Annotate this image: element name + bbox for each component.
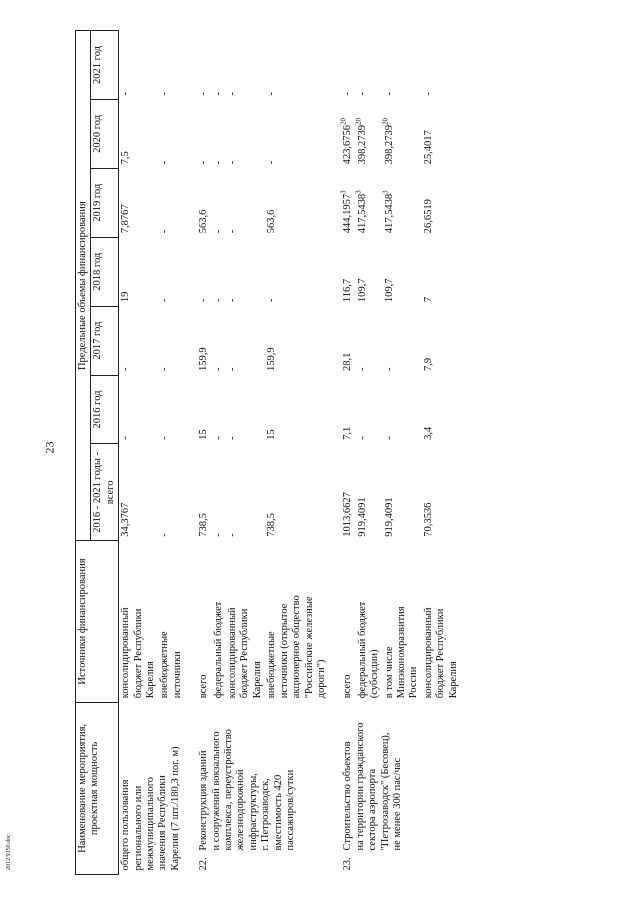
year-value: - [198,91,210,96]
year-value: - [159,160,171,165]
table-body [119,31,461,875]
year-value: 7,8767 [120,204,132,234]
source-line: всего [198,674,210,699]
table-row [341,31,355,875]
year-value: 25,4017 [422,130,434,165]
measure-name-cell [119,702,186,874]
year-value: - [356,91,368,96]
year-value: - [383,91,395,96]
row-gap [185,31,197,875]
year-value: - [227,91,239,96]
source-line: консолидированный [120,607,132,699]
year-value: - [159,367,171,372]
year-value: 109,7 [383,278,395,303]
source-line: бюджет Республики [132,608,144,699]
source-line: Карелия [251,661,263,699]
measure-name-text: Строительство объектов [342,741,354,851]
header-total: 2016 - 2021 годы - всего [91,444,119,541]
year-value: - [383,436,395,440]
total-value: 919,4091 [356,497,368,537]
year-value: 159,9 [266,347,278,372]
year-value: - [212,229,224,234]
year-value: - [120,436,132,440]
measure-name-cell [341,702,461,874]
source-line: бюджет Республики [239,608,251,699]
measure-name-line: сектора аэропорта [367,768,379,851]
source-line: консолидированный [227,607,239,699]
measure-name-line: и сооружений вокзального [210,731,222,851]
year-value: 7,9 [422,357,434,372]
source-cell [356,541,383,702]
year-value: 563,6 [266,209,278,234]
year-value: - [212,91,224,96]
footnote-ref: 20 [354,117,363,125]
measure-name-cell [197,702,329,874]
measure-name-line: комплекса, переустройство [223,729,235,851]
source-line: источники (открытое [278,603,290,699]
year-value: - [227,160,239,165]
year-value: - [159,436,171,440]
total-value: - [227,533,239,537]
year-value: 398,2739$^{20}$ [381,117,395,165]
source-cell [265,541,329,702]
measure-name-line: регионального или [132,785,144,871]
year-value: 423,6756$^{20}$ [339,117,354,165]
source-line: внебюджетные [266,631,278,699]
source-cell [119,541,159,702]
year-value: 15 [198,429,210,440]
footnote-ref: 3 [339,190,348,194]
total-value: - [159,533,171,537]
year-value: - [120,367,132,372]
year-value: - [383,367,395,372]
header-year: 2019 год [91,168,119,237]
header-source: Источники финансирования [76,541,119,702]
year-value: 7,5 [120,151,132,165]
measure-name-line: вместимость 420 [272,774,284,851]
source-line: бюджет Республики [435,608,447,699]
year-value: 398,2739$^{20}$ [354,117,368,165]
source-line: Карелия [145,661,157,699]
year-value: 116,7 [342,278,354,303]
table-row [197,31,211,875]
measure-name-line: межмуниципального [145,777,157,871]
source-line: "Российские железные [303,596,315,699]
year-value: 3,4 [422,426,434,440]
year-value: - [342,91,354,96]
table-row [119,31,159,875]
year-value: 19 [120,291,132,303]
total-value: 70,3536 [422,502,434,537]
year-value: 28,1 [342,352,354,372]
rotated-table-wrapper [75,30,615,875]
total-value: 738,5 [266,513,278,537]
footnote-ref: 20 [381,117,390,125]
year-value: - [198,160,210,165]
year-value: - [266,91,278,96]
measure-name-line: общего пользования [120,779,132,871]
total-value: 34,3767 [120,502,132,537]
header-year: 2020 год [91,99,119,168]
year-value: - [266,298,278,303]
page-number: 23 [42,441,57,454]
measure-name-line: "Петрозаводск" (Бесовец), [379,732,391,851]
year-value: - [356,436,368,440]
year-value: 417,5438$^3$ [381,190,395,234]
source-line: в том числе [383,646,395,699]
source-cell [422,541,461,702]
source-cell [226,541,265,702]
year-value: - [212,367,224,372]
total-value: - [212,533,224,537]
row-number: 23. [342,857,354,871]
source-line: федеральный бюджет [356,601,368,699]
year-value: - [120,91,132,96]
measure-name-line [342,706,354,870]
source-line: источники [171,651,183,699]
source-cell [197,541,211,702]
source-line: всего [342,674,354,699]
source-line: акционерное общество [291,595,303,699]
footnote-ref: 3 [354,190,363,194]
source-line: консолидированный [422,607,434,699]
source-line: (субсидии) [369,649,381,699]
year-value: 7,1 [342,426,354,440]
year-value: 15 [266,429,278,440]
source-cell [212,541,226,702]
year-value: 417,5438$^3$ [354,190,368,234]
footer-code: 2012/9150.doc [6,834,12,870]
year-value: - [356,367,368,372]
financing-table [75,30,461,875]
source-line: России [408,666,420,699]
measure-name-line [198,706,210,870]
source-line: Минэкономразвития [395,606,407,699]
total-value: 1013,6627 [342,492,354,537]
header-group: Предельные объемы финансирования [76,31,91,541]
source-cell [158,541,185,702]
header-year: 2017 год [91,306,119,375]
year-value: - [227,367,239,372]
row-gap [329,31,341,875]
footnote-ref: 3 [381,190,390,194]
source-cell [383,541,422,702]
year-value: 109,7 [356,278,368,303]
year-value: - [212,160,224,165]
year-value: - [159,91,171,96]
source-line: дороги") [315,659,327,699]
row-number: 22. [198,857,210,871]
measure-name-line: г. Петрозаводск, [260,778,272,851]
measure-name-line: не менее 300 пас/час [391,757,403,851]
year-value: 159,9 [198,347,210,372]
year-value: - [159,298,171,303]
year-value: - [212,298,224,303]
year-value: 26,6519 [422,199,434,234]
total-value: 919,4091 [383,497,395,537]
year-value: - [198,298,210,303]
header-year: 2021 год [91,31,119,100]
year-value: - [266,160,278,165]
year-value: - [227,229,239,234]
year-value: 7 [422,296,434,303]
year-value: - [159,229,171,234]
measure-name-line: Карелия (7 шт./180,3 пог. м) [169,746,181,871]
measure-name-line: железнодорожной [235,769,247,851]
source-line: Карелия [447,661,459,699]
measure-name-line: пассажиров/сутки [285,769,297,851]
footnote-ref: 20 [339,117,348,125]
year-value: - [212,436,224,440]
header-year: 2018 год [91,237,119,306]
year-value: 563,6 [198,209,210,234]
source-line: внебюджетные [159,631,171,699]
year-value: - [227,436,239,440]
header-year: 2016 год [91,375,119,444]
header-name: Наименование мероприятия, проектная мощность [76,702,119,874]
total-value: 738,5 [198,513,210,537]
measure-name-text: Реконструкция зданий [198,750,210,851]
source-line: федеральный бюджет [212,601,224,699]
source-cell [341,541,355,702]
year-value: - [422,91,434,96]
measure-name-line: значения Республики [157,775,169,871]
year-value: - [227,298,239,303]
measure-name-line: на территории гражданского [354,722,366,851]
measure-name-line: инфраструктуры, [247,773,259,851]
year-value: 444,1957$^3$ [339,190,354,234]
